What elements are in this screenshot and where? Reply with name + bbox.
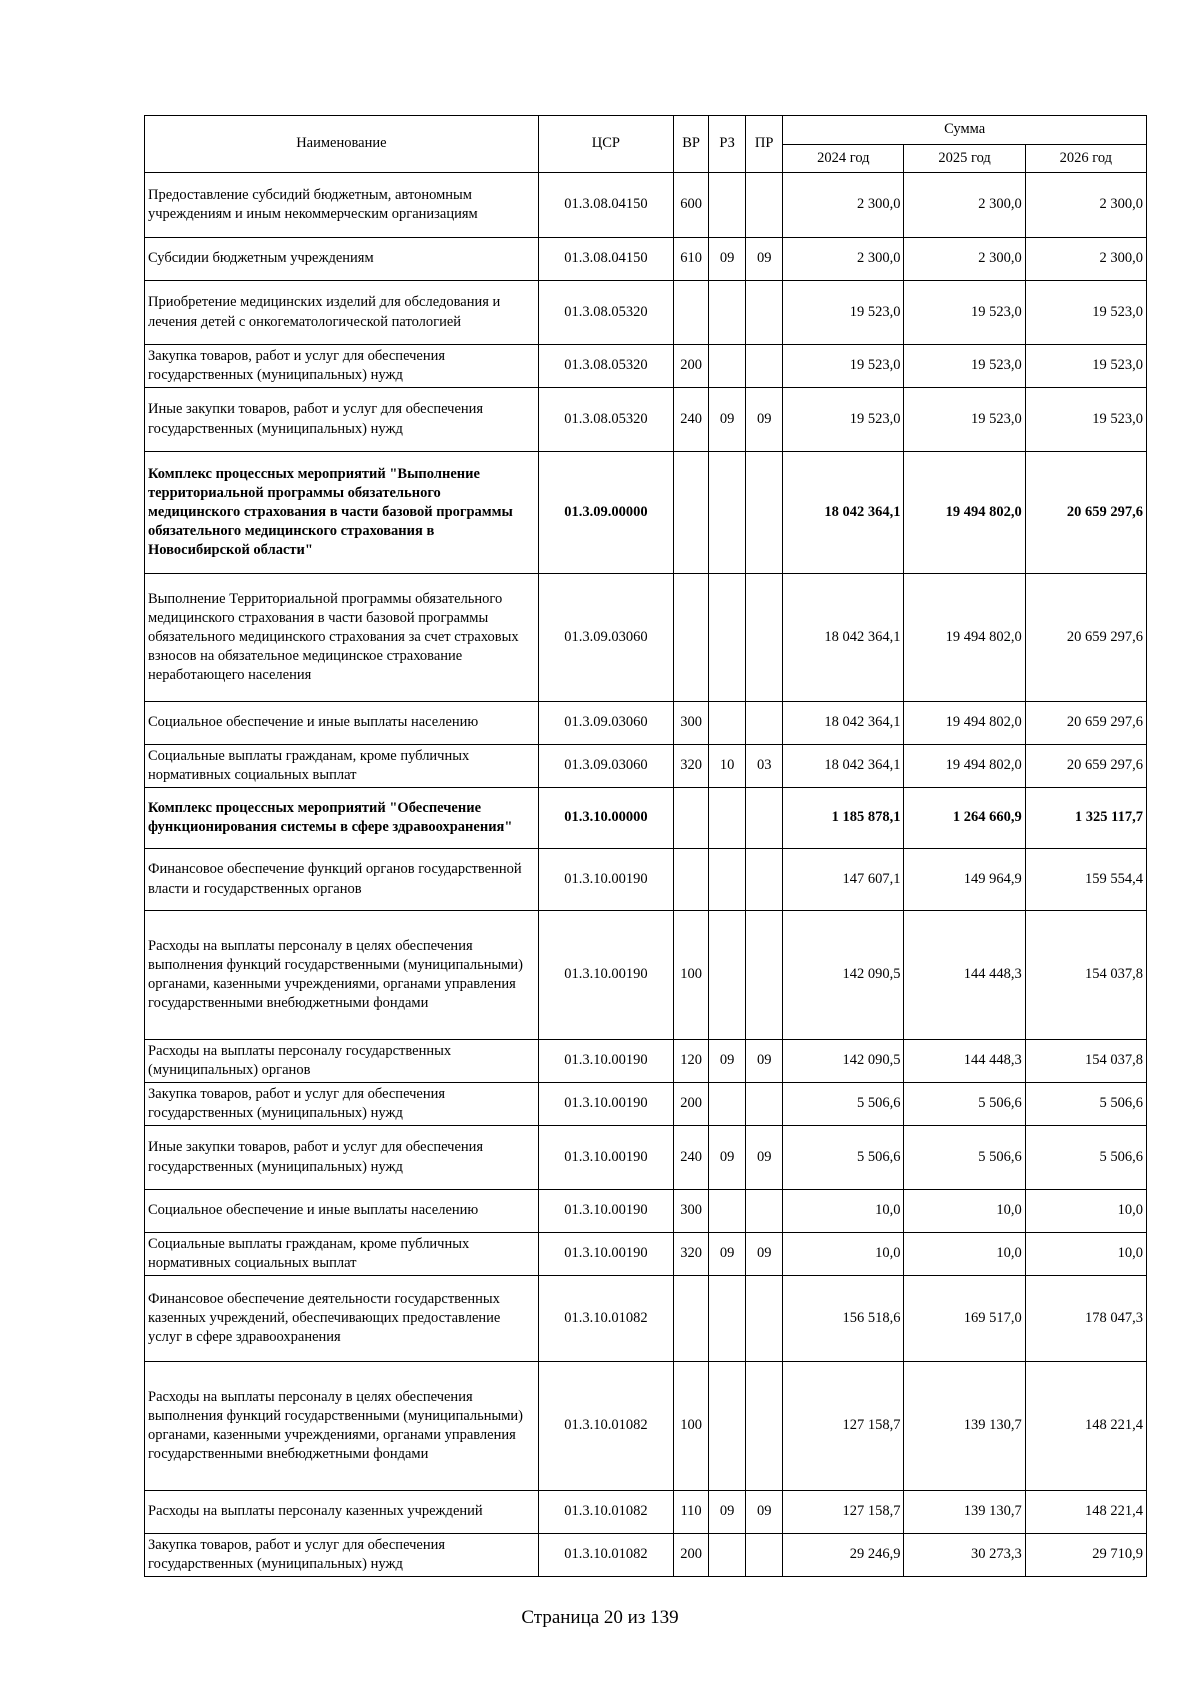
row-csr: 01.3.08.04150 (538, 238, 673, 281)
row-sum-2026: 20 659 297,6 (1025, 702, 1146, 745)
row-csr: 01.3.08.05320 (538, 281, 673, 345)
row-pr (746, 788, 783, 849)
header-pr: ПР (746, 116, 783, 173)
row-pr (746, 911, 783, 1040)
row-pr (746, 173, 783, 238)
row-rz (709, 788, 746, 849)
row-sum-2024: 2 300,0 (783, 238, 904, 281)
row-sum-2025: 169 517,0 (904, 1276, 1025, 1362)
row-sum-2024: 19 523,0 (783, 281, 904, 345)
row-sum-2024: 1 185 878,1 (783, 788, 904, 849)
row-rz (709, 1276, 746, 1362)
row-csr: 01.3.09.03060 (538, 574, 673, 702)
row-pr: 09 (746, 1040, 783, 1083)
row-name: Выполнение Территориальной программы обязательного медицинского страхования в части базовой программы обязательного медицинского страхования за счет страховых взносов на обязательное медицинское страхование неработающего населения (145, 574, 539, 702)
row-vr: 300 (674, 702, 709, 745)
header-year-2025: 2025 год (904, 145, 1025, 173)
row-sum-2025: 144 448,3 (904, 1040, 1025, 1083)
row-vr: 200 (674, 1083, 709, 1126)
row-sum-2026: 154 037,8 (1025, 911, 1146, 1040)
row-sum-2025: 5 506,6 (904, 1083, 1025, 1126)
row-vr (674, 281, 709, 345)
table-row (145, 1233, 1147, 1276)
row-csr: 01.3.10.00190 (538, 911, 673, 1040)
row-sum-2024: 18 042 364,1 (783, 702, 904, 745)
row-name: Расходы на выплаты персоналу в целях обеспечения выполнения функций государственными (муниципальными) органами, казенными учреждениями, органами управления государственными внебюджетными фондами (145, 911, 539, 1040)
table-body (145, 173, 1147, 1577)
row-sum-2026: 154 037,8 (1025, 1040, 1146, 1083)
row-csr: 01.3.08.05320 (538, 388, 673, 452)
row-sum-2025: 149 964,9 (904, 849, 1025, 911)
row-rz (709, 849, 746, 911)
row-csr: 01.3.10.01082 (538, 1362, 673, 1491)
row-sum-2025: 19 523,0 (904, 388, 1025, 452)
table-row (145, 1126, 1147, 1190)
row-sum-2026: 2 300,0 (1025, 238, 1146, 281)
row-sum-2026: 19 523,0 (1025, 388, 1146, 452)
row-sum-2025: 19 494 802,0 (904, 745, 1025, 788)
row-name: Иные закупки товаров, работ и услуг для обеспечения государственных (муниципальных) нужд (145, 1126, 539, 1190)
row-rz (709, 345, 746, 388)
row-pr (746, 849, 783, 911)
row-sum-2025: 19 523,0 (904, 345, 1025, 388)
row-csr: 01.3.08.05320 (538, 345, 673, 388)
row-vr (674, 788, 709, 849)
row-pr: 09 (746, 1491, 783, 1534)
row-sum-2025: 19 494 802,0 (904, 702, 1025, 745)
row-sum-2024: 18 042 364,1 (783, 745, 904, 788)
row-vr: 100 (674, 911, 709, 1040)
header-csr: ЦСР (538, 116, 673, 173)
row-csr: 01.3.10.00190 (538, 1040, 673, 1083)
row-pr (746, 574, 783, 702)
row-name: Иные закупки товаров, работ и услуг для обеспечения государственных (муниципальных) нужд (145, 388, 539, 452)
row-pr (746, 1534, 783, 1577)
budget-table (144, 115, 1147, 1577)
row-sum-2026: 10,0 (1025, 1190, 1146, 1233)
header-rz: РЗ (709, 116, 746, 173)
table-row (145, 574, 1147, 702)
table-row (145, 1040, 1147, 1083)
row-sum-2025: 19 494 802,0 (904, 452, 1025, 574)
row-sum-2024: 19 523,0 (783, 345, 904, 388)
row-sum-2026: 159 554,4 (1025, 849, 1146, 911)
row-vr: 120 (674, 1040, 709, 1083)
row-sum-2025: 10,0 (904, 1190, 1025, 1233)
table-row (145, 1534, 1147, 1577)
row-sum-2025: 139 130,7 (904, 1491, 1025, 1534)
table-row (145, 173, 1147, 238)
row-vr (674, 849, 709, 911)
row-vr: 100 (674, 1362, 709, 1491)
row-rz (709, 702, 746, 745)
row-sum-2024: 10,0 (783, 1190, 904, 1233)
row-name: Социальное обеспечение и иные выплаты населению (145, 702, 539, 745)
table-row (145, 345, 1147, 388)
row-sum-2024: 19 523,0 (783, 388, 904, 452)
row-vr: 600 (674, 173, 709, 238)
row-name: Расходы на выплаты персоналу государственных (муниципальных) органов (145, 1040, 539, 1083)
row-sum-2025: 144 448,3 (904, 911, 1025, 1040)
row-rz (709, 1083, 746, 1126)
row-csr: 01.3.10.01082 (538, 1491, 673, 1534)
header-vr: ВР (674, 116, 709, 173)
table-row (145, 1362, 1147, 1491)
row-sum-2026: 19 523,0 (1025, 281, 1146, 345)
row-sum-2026: 5 506,6 (1025, 1083, 1146, 1126)
header-year-2024: 2024 год (783, 145, 904, 173)
row-rz (709, 281, 746, 345)
row-sum-2026: 10,0 (1025, 1233, 1146, 1276)
row-sum-2025: 19 523,0 (904, 281, 1025, 345)
table-row (145, 849, 1147, 911)
row-pr (746, 1083, 783, 1126)
row-sum-2026: 148 221,4 (1025, 1491, 1146, 1534)
row-sum-2026: 20 659 297,6 (1025, 452, 1146, 574)
row-sum-2025: 30 273,3 (904, 1534, 1025, 1577)
row-name: Закупка товаров, работ и услуг для обеспечения государственных (муниципальных) нужд (145, 345, 539, 388)
row-vr: 320 (674, 1233, 709, 1276)
row-vr: 610 (674, 238, 709, 281)
row-sum-2024: 142 090,5 (783, 911, 904, 1040)
row-pr (746, 1362, 783, 1491)
row-sum-2026: 20 659 297,6 (1025, 574, 1146, 702)
table-row (145, 281, 1147, 345)
row-name: Комплекс процессных мероприятий "Обеспечение функционирования системы в сфере здравоохранения" (145, 788, 539, 849)
row-sum-2026: 5 506,6 (1025, 1126, 1146, 1190)
row-name: Приобретение медицинских изделий для обследования и лечения детей с онкогематологической патологией (145, 281, 539, 345)
row-name: Комплекс процессных мероприятий "Выполнение территориальной программы обязательного медицинского страхования в части базовой программы обязательного медицинского страхования в Новосибирской области" (145, 452, 539, 574)
row-rz: 09 (709, 1491, 746, 1534)
row-name: Предоставление субсидий бюджетным, автономным учреждениям и иным некоммерческим организациям (145, 173, 539, 238)
row-sum-2024: 10,0 (783, 1233, 904, 1276)
row-sum-2025: 2 300,0 (904, 238, 1025, 281)
row-pr (746, 702, 783, 745)
header-sum: Сумма (783, 116, 1147, 145)
row-rz: 09 (709, 238, 746, 281)
row-pr (746, 281, 783, 345)
row-vr: 240 (674, 1126, 709, 1190)
row-pr: 09 (746, 1233, 783, 1276)
row-rz: 09 (709, 1126, 746, 1190)
table-row (145, 911, 1147, 1040)
table-row (145, 1276, 1147, 1362)
row-csr: 01.3.10.00190 (538, 849, 673, 911)
row-vr: 320 (674, 745, 709, 788)
row-name: Расходы на выплаты персоналу в целях обеспечения выполнения функций государственными (муниципальными) органами, казенными учреждениями, органами управления государственными внебюджетными фондами (145, 1362, 539, 1491)
row-name: Закупка товаров, работ и услуг для обеспечения государственных (муниципальных) нужд (145, 1534, 539, 1577)
header-name: Наименование (145, 116, 539, 173)
row-pr (746, 1190, 783, 1233)
row-vr (674, 574, 709, 702)
row-sum-2024: 5 506,6 (783, 1083, 904, 1126)
row-sum-2024: 142 090,5 (783, 1040, 904, 1083)
row-csr: 01.3.09.03060 (538, 702, 673, 745)
row-pr (746, 452, 783, 574)
row-pr (746, 1276, 783, 1362)
row-vr: 300 (674, 1190, 709, 1233)
row-vr: 240 (674, 388, 709, 452)
row-pr: 03 (746, 745, 783, 788)
row-pr (746, 345, 783, 388)
row-rz: 09 (709, 388, 746, 452)
row-name: Закупка товаров, работ и услуг для обеспечения государственных (муниципальных) нужд (145, 1083, 539, 1126)
row-pr: 09 (746, 238, 783, 281)
row-sum-2024: 18 042 364,1 (783, 452, 904, 574)
row-rz (709, 911, 746, 1040)
row-sum-2025: 10,0 (904, 1233, 1025, 1276)
table-row (145, 702, 1147, 745)
row-sum-2024: 5 506,6 (783, 1126, 904, 1190)
row-csr: 01.3.09.03060 (538, 745, 673, 788)
table-row (145, 745, 1147, 788)
row-csr: 01.3.10.01082 (538, 1534, 673, 1577)
row-name: Субсидии бюджетным учреждениям (145, 238, 539, 281)
row-vr: 110 (674, 1491, 709, 1534)
table-row (145, 388, 1147, 452)
row-rz (709, 1190, 746, 1233)
row-rz (709, 173, 746, 238)
row-csr: 01.3.08.04150 (538, 173, 673, 238)
row-sum-2026: 29 710,9 (1025, 1534, 1146, 1577)
row-csr: 01.3.10.00190 (538, 1083, 673, 1126)
row-rz (709, 1534, 746, 1577)
table-row (145, 1083, 1147, 1126)
row-sum-2026: 19 523,0 (1025, 345, 1146, 388)
table-row (145, 788, 1147, 849)
row-vr: 200 (674, 1534, 709, 1577)
table-row (145, 452, 1147, 574)
row-name: Социальные выплаты гражданам, кроме публичных нормативных социальных выплат (145, 745, 539, 788)
row-sum-2024: 127 158,7 (783, 1362, 904, 1491)
row-csr: 01.3.10.00000 (538, 788, 673, 849)
table-row (145, 1190, 1147, 1233)
row-rz (709, 452, 746, 574)
row-pr: 09 (746, 1126, 783, 1190)
row-sum-2025: 1 264 660,9 (904, 788, 1025, 849)
row-sum-2026: 2 300,0 (1025, 173, 1146, 238)
row-sum-2024: 127 158,7 (783, 1491, 904, 1534)
row-rz: 09 (709, 1040, 746, 1083)
row-sum-2026: 148 221,4 (1025, 1362, 1146, 1491)
table-row (145, 238, 1147, 281)
row-sum-2026: 1 325 117,7 (1025, 788, 1146, 849)
table-header (145, 116, 1147, 173)
row-csr: 01.3.10.00190 (538, 1190, 673, 1233)
row-sum-2024: 147 607,1 (783, 849, 904, 911)
row-csr: 01.3.10.01082 (538, 1276, 673, 1362)
row-sum-2025: 2 300,0 (904, 173, 1025, 238)
table-row (145, 1491, 1147, 1534)
row-sum-2024: 156 518,6 (783, 1276, 904, 1362)
row-name: Социальное обеспечение и иные выплаты населению (145, 1190, 539, 1233)
row-csr: 01.3.10.00190 (538, 1233, 673, 1276)
row-sum-2025: 5 506,6 (904, 1126, 1025, 1190)
row-sum-2025: 139 130,7 (904, 1362, 1025, 1491)
header-year-2026: 2026 год (1025, 145, 1146, 173)
row-name: Финансовое обеспечение деятельности государственных казенных учреждений, обеспечивающих предоставление услуг в сфере здравоохранения (145, 1276, 539, 1362)
row-rz: 10 (709, 745, 746, 788)
row-csr: 01.3.09.00000 (538, 452, 673, 574)
row-name: Финансовое обеспечение функций органов государственной власти и государственных органов (145, 849, 539, 911)
page-number: Страница 20 из 139 (521, 1607, 679, 1628)
row-pr: 09 (746, 388, 783, 452)
row-rz: 09 (709, 1233, 746, 1276)
row-csr: 01.3.10.00190 (538, 1126, 673, 1190)
row-vr: 200 (674, 345, 709, 388)
row-sum-2024: 29 246,9 (783, 1534, 904, 1577)
row-sum-2026: 178 047,3 (1025, 1276, 1146, 1362)
row-vr (674, 1276, 709, 1362)
row-name: Социальные выплаты гражданам, кроме публичных нормативных социальных выплат (145, 1233, 539, 1276)
row-name: Расходы на выплаты персоналу казенных учреждений (145, 1491, 539, 1534)
row-sum-2026: 20 659 297,6 (1025, 745, 1146, 788)
row-sum-2025: 19 494 802,0 (904, 574, 1025, 702)
row-sum-2024: 2 300,0 (783, 173, 904, 238)
row-sum-2024: 18 042 364,1 (783, 574, 904, 702)
row-rz (709, 574, 746, 702)
row-vr (674, 452, 709, 574)
row-rz (709, 1362, 746, 1491)
